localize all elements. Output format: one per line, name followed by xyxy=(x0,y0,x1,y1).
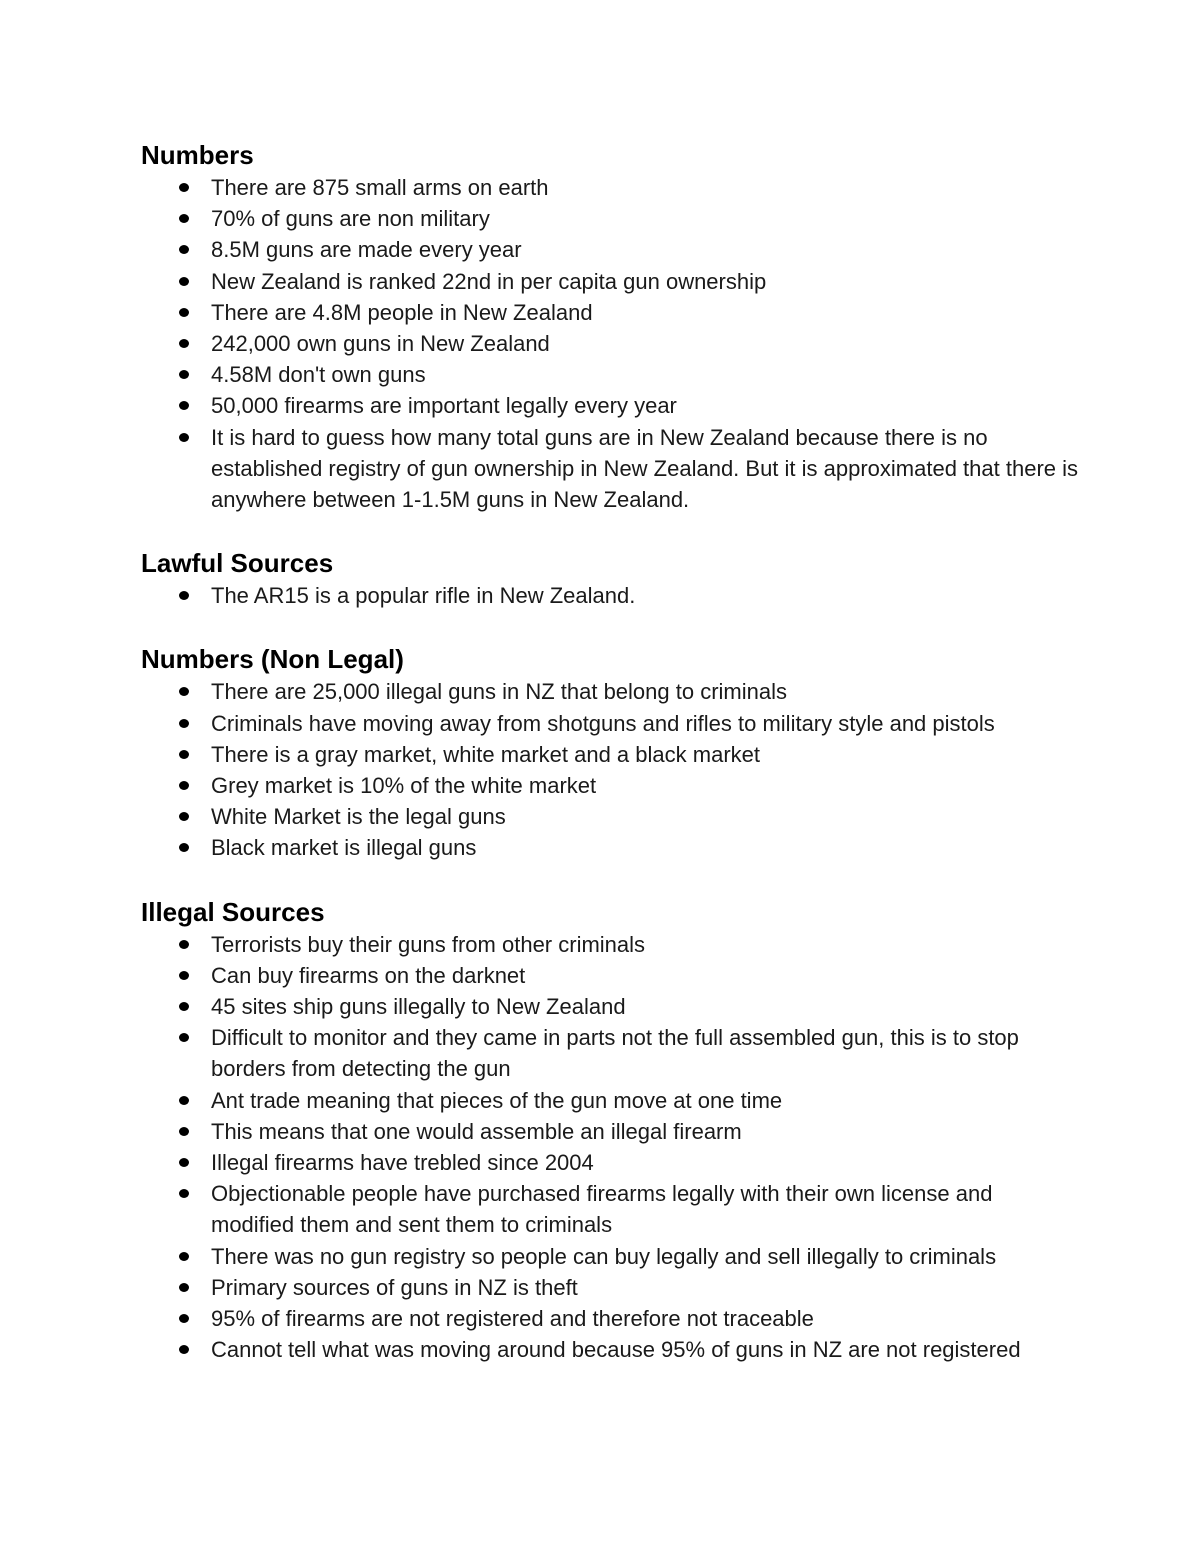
bullet-dot-icon xyxy=(179,687,189,696)
bullet-list xyxy=(141,676,1081,863)
bullet-text: Grey market is 10% of the white market xyxy=(211,773,597,799)
section xyxy=(141,546,1081,611)
bullet-dot-icon xyxy=(179,591,189,600)
bullet-dot-icon xyxy=(179,1314,189,1323)
bullet-dot-icon xyxy=(179,308,189,317)
bullet-text: 50,000 firearms are important legally every year xyxy=(211,393,677,419)
document-body xyxy=(141,138,1081,1397)
bullet-item xyxy=(141,929,1081,960)
bullet-text: Primary sources of guns in NZ is theft xyxy=(211,1274,578,1300)
bullet-dot-icon xyxy=(179,214,189,223)
bullet-item xyxy=(141,801,1081,832)
bullet-item xyxy=(141,172,1081,203)
bullet-item xyxy=(141,832,1081,863)
bullet-dot-icon xyxy=(179,750,189,759)
bullet-dot-icon xyxy=(179,339,189,348)
bullet-text: Can buy firearms on the darknet xyxy=(211,962,526,988)
bullet-dot-icon xyxy=(179,1283,189,1292)
bullet-text: Criminals have moving away from shotguns and rifles to military style and pistols xyxy=(211,710,995,736)
bullet-item xyxy=(141,580,1081,611)
bullet-item xyxy=(141,234,1081,265)
bullet-item xyxy=(141,1334,1081,1365)
bullet-dot-icon xyxy=(179,277,189,286)
bullet-dot-icon xyxy=(179,843,189,852)
bullet-text: 45 sites ship guns illegally to New Zealand xyxy=(211,994,626,1020)
bullet-text: 70% of guns are non military xyxy=(211,206,490,232)
bullet-text: Ant trade meaning that pieces of the gun move at one time xyxy=(211,1087,783,1113)
bullet-dot-icon xyxy=(179,812,189,821)
bullet-list xyxy=(141,929,1081,1366)
bullet-item xyxy=(141,297,1081,328)
bullet-text: There are 25,000 illegal guns in NZ that belong to criminals xyxy=(211,679,787,705)
bullet-item xyxy=(141,1303,1081,1334)
section-heading: Numbers (Non Legal) xyxy=(141,644,404,675)
bullet-item xyxy=(141,991,1081,1022)
bullet-text: 95% of firearms are not registered and therefore not traceable xyxy=(211,1306,814,1332)
bullet-item xyxy=(141,1085,1081,1116)
bullet-item xyxy=(141,676,1081,707)
bullet-item xyxy=(141,359,1081,390)
bullet-text: 4.58M don't own guns xyxy=(211,362,426,388)
bullet-item xyxy=(141,1178,1081,1240)
bullet-item xyxy=(141,1116,1081,1147)
bullet-dot-icon xyxy=(179,183,189,192)
bullet-dot-icon xyxy=(179,1033,189,1042)
bullet-dot-icon xyxy=(179,1252,189,1261)
bullet-item xyxy=(141,203,1081,234)
bullet-dot-icon xyxy=(179,401,189,410)
bullet-dot-icon xyxy=(179,940,189,949)
bullet-text: Objectionable people have purchased firearms legally with their own license and modified them and sent them to criminals xyxy=(211,1181,993,1238)
bullet-item xyxy=(141,1272,1081,1303)
bullet-text: Difficult to monitor and they came in parts not the full assembled gun, this is to stop borders from detecting the gun xyxy=(211,1025,1019,1082)
bullet-item xyxy=(141,1147,1081,1178)
bullet-list xyxy=(141,580,1081,611)
bullet-dot-icon xyxy=(179,971,189,980)
bullet-dot-icon xyxy=(179,1345,189,1354)
section xyxy=(141,138,1081,515)
bullet-dot-icon xyxy=(179,1096,189,1105)
bullet-list xyxy=(141,172,1081,515)
bullet-text: 8.5M guns are made every year xyxy=(211,237,522,263)
section-heading: Numbers xyxy=(141,140,254,170)
bullet-item xyxy=(141,770,1081,801)
bullet-text: It is hard to guess how many total guns are in New Zealand because there is no established registry of gun ownership in New Zealand. But it is approximated that there is anywhere between 1-1.5M guns in New Zealand. xyxy=(211,424,1079,513)
bullet-item xyxy=(141,328,1081,359)
bullet-item xyxy=(141,739,1081,770)
bullet-dot-icon xyxy=(179,719,189,728)
bullet-dot-icon xyxy=(179,370,189,379)
section-heading: Lawful Sources xyxy=(141,548,334,579)
bullet-text: There is a gray market, white market and a black market xyxy=(211,741,760,767)
bullet-text: New Zealand is ranked 22nd in per capita gun ownership xyxy=(211,268,767,294)
bullet-dot-icon xyxy=(179,245,189,254)
bullet-item xyxy=(141,266,1081,297)
bullet-text: Terrorists buy their guns from other criminals xyxy=(211,931,646,957)
bullet-text: There are 4.8M people in New Zealand xyxy=(211,299,593,325)
bullet-text: 242,000 own guns in New Zealand xyxy=(211,331,550,357)
bullet-item xyxy=(141,422,1081,516)
bullet-dot-icon xyxy=(179,781,189,790)
bullet-item xyxy=(141,960,1081,991)
bullet-text: White Market is the legal guns xyxy=(211,804,506,830)
bullet-text: The AR15 is a popular rifle in New Zealand. xyxy=(211,583,636,609)
bullet-item xyxy=(141,1022,1081,1084)
bullet-item xyxy=(141,1241,1081,1272)
section xyxy=(141,895,1081,1366)
bullet-text: Illegal firearms have trebled since 2004 xyxy=(211,1150,594,1176)
section-heading: Illegal Sources xyxy=(141,896,325,927)
bullet-text: There was no gun registry so people can buy legally and sell illegally to criminals xyxy=(211,1243,997,1269)
bullet-item xyxy=(141,390,1081,421)
bullet-dot-icon xyxy=(179,1002,189,1011)
bullet-text: Black market is illegal guns xyxy=(211,835,477,861)
bullet-dot-icon xyxy=(179,1189,189,1198)
bullet-item xyxy=(141,708,1081,739)
bullet-text: Cannot tell what was moving around because 95% of guns in NZ are not registered xyxy=(211,1337,1021,1363)
bullet-text: This means that one would assemble an illegal firearm xyxy=(211,1118,742,1144)
section xyxy=(141,642,1081,863)
bullet-text: There are 875 small arms on earth xyxy=(211,175,549,200)
bullet-dot-icon xyxy=(179,1158,189,1167)
bullet-dot-icon xyxy=(179,433,189,442)
bullet-dot-icon xyxy=(179,1127,189,1136)
